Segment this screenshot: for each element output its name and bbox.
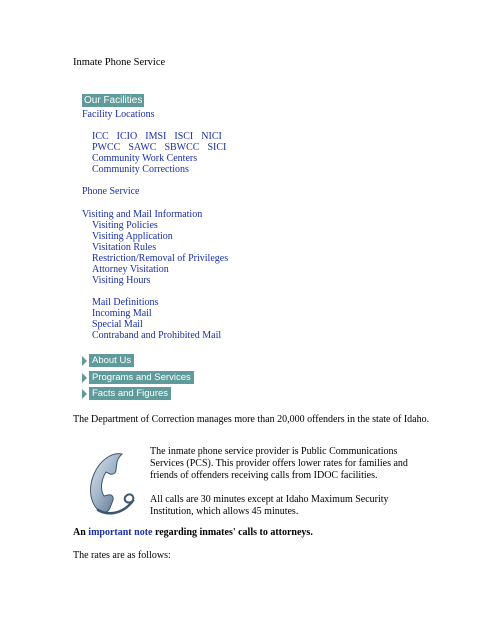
nav-contraband-mail[interactable]: Contraband and Prohibited Mail (92, 330, 222, 341)
nav-restriction-privileges[interactable]: Restriction/Removal of Privileges (92, 253, 229, 264)
nav-visiting-application[interactable]: Visiting Application (92, 231, 173, 242)
nav-facility-sawc[interactable]: SAWC (128, 142, 157, 153)
section-label: Facts and Figures (89, 387, 171, 400)
attorney-note (73, 527, 313, 539)
nav-header-our-facilities[interactable]: Our Facilities (84, 95, 143, 106)
arrow-right-icon (82, 373, 87, 383)
nav-facility-sici[interactable]: SICI (207, 142, 227, 153)
arrow-right-icon (82, 356, 87, 366)
section-label: About Us (89, 354, 134, 367)
nav-special-mail[interactable]: Special Mail (92, 319, 143, 330)
nav-facility-pwcc[interactable]: PWCC (92, 142, 121, 153)
nav-facility-icc[interactable]: ICC (92, 131, 109, 142)
page-title: Inmate Phone Service (73, 57, 166, 68)
nav-visitation-rules[interactable]: Visitation Rules (92, 242, 157, 253)
nav-facility-sbwcc[interactable]: SBWCC (164, 142, 200, 153)
intro-text: The Department of Correction manages more than 20,000 offenders in the state of Idaho. (73, 414, 430, 425)
section-programs-services[interactable] (82, 371, 194, 384)
facility-codes-row2 (92, 142, 226, 153)
nav-phone-service[interactable]: Phone Service (82, 186, 140, 197)
nav-community-corrections[interactable]: Community Corrections (92, 164, 189, 175)
nav-facility-isci[interactable]: ISCI (174, 131, 194, 142)
arrow-right-icon (82, 389, 87, 399)
nav-community-work-centers[interactable]: Community Work Centers (92, 153, 198, 164)
note-prefix: An (73, 527, 89, 538)
nav-facility-imsi[interactable]: IMSI (145, 131, 167, 142)
important-note-link[interactable]: important note (88, 527, 153, 538)
section-label: Programs and Services (89, 371, 194, 384)
rates-intro: The rates are as follows: (73, 550, 171, 561)
facility-codes-row1 (92, 131, 222, 142)
nav-attorney-visitation[interactable]: Attorney Visitation (92, 264, 169, 275)
nav-facility-icio[interactable]: ICIO (116, 131, 138, 142)
section-facts-figures[interactable] (82, 387, 171, 400)
section-about-us[interactable] (82, 354, 134, 367)
nav-incoming-mail[interactable]: Incoming Mail (92, 308, 152, 319)
telephone-handset-icon (82, 450, 140, 518)
nav-facility-nici[interactable]: NICI (201, 131, 222, 142)
nav-visiting-hours[interactable]: Visiting Hours (92, 275, 151, 286)
nav-visiting-mail-info[interactable]: Visiting and Mail Information (82, 209, 203, 220)
calls-paragraph: All calls are 30 minutes except at Idaho Maximum Security Institution, which allows 45 minutes. (150, 494, 389, 517)
nav-mail-definitions[interactable]: Mail Definitions (92, 297, 159, 308)
nav-facility-locations[interactable]: Facility Locations (82, 109, 155, 120)
nav-visiting-policies[interactable]: Visiting Policies (92, 220, 158, 231)
note-suffix: regarding inmates' calls to attorneys. (152, 527, 313, 538)
provider-paragraph: The inmate phone service provider is Public Communications Services (PCS). This provider offers lower rates for families and friends of offenders receiving calls from IDOC facilities. (150, 446, 408, 481)
